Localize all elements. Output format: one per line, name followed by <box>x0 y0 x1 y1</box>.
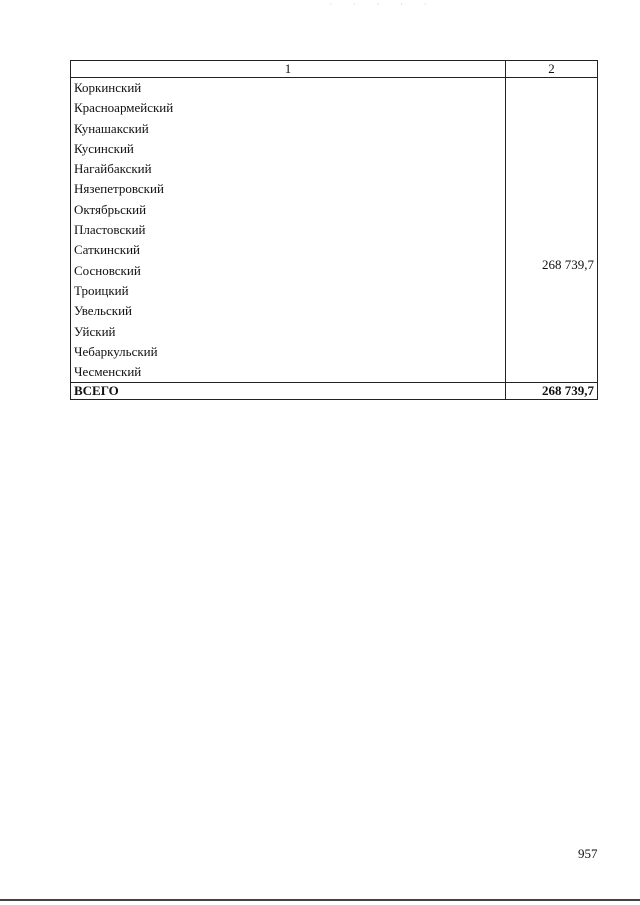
page-number: 957 <box>578 846 598 861</box>
merged-value: 268 739,7 <box>542 257 594 272</box>
data-table <box>70 60 598 400</box>
table-row: Красноармейский <box>74 100 174 116</box>
table-row: Сосновский <box>74 262 141 278</box>
table-row: Нязепетровский <box>74 181 164 197</box>
table-row: Нагайбакский <box>74 161 152 177</box>
table-row: Коркинский <box>74 80 142 95</box>
total-row <box>71 382 597 399</box>
header-col-1: 1 <box>71 61 506 77</box>
merged-value-cell <box>506 78 597 382</box>
table-row: Пластовский <box>74 222 146 238</box>
scan-specks: · · · · · <box>330 2 436 8</box>
table-row: Кунашакский <box>74 120 149 136</box>
total-value: 268 739,7 <box>542 383 594 399</box>
table-body <box>71 78 597 382</box>
table-header-row <box>71 61 597 78</box>
total-label: ВСЕГО <box>71 383 506 399</box>
table-row: Саткинский <box>74 242 141 258</box>
table-row: Увельский <box>74 303 132 319</box>
bottom-rule <box>0 899 640 901</box>
table-row: Уйский <box>74 323 116 339</box>
table-row: Чесменский <box>74 364 142 380</box>
header-col-2: 2 <box>548 61 555 76</box>
table-row: Чебаркульский <box>74 343 158 359</box>
table-row: Октябрьский <box>74 201 147 217</box>
district-names-column <box>71 78 506 382</box>
table-row: Кусинский <box>74 140 134 156</box>
table-row: Троицкий <box>74 282 129 298</box>
